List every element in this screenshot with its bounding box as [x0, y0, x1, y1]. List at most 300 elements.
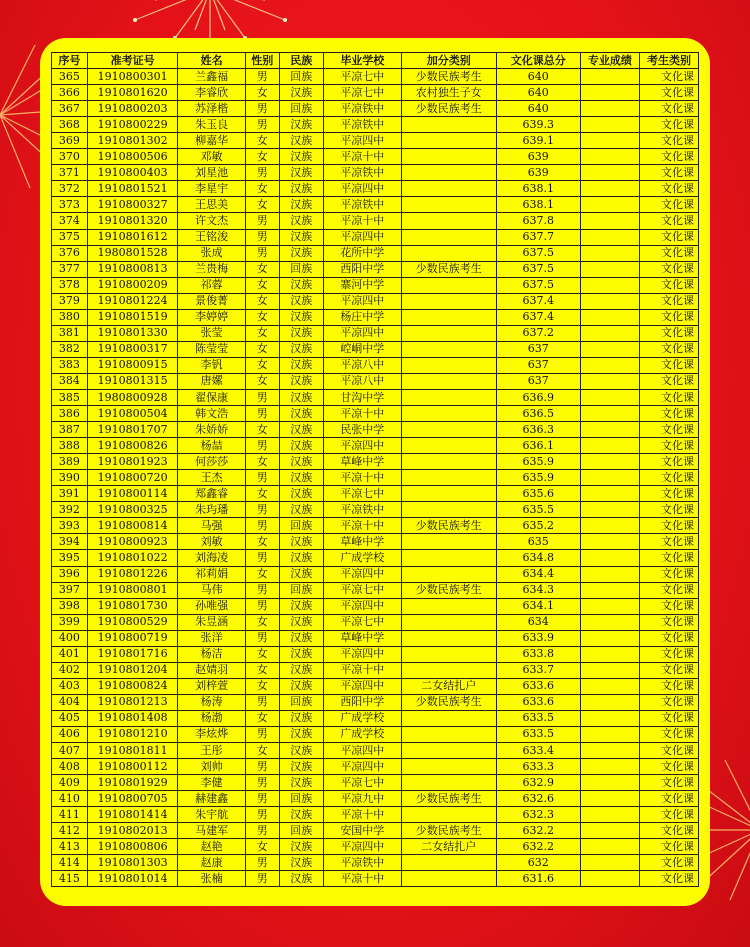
cell-ethnicity: 回族 [279, 582, 323, 598]
cell-school: 平凉四中 [323, 133, 401, 149]
cell-index: 378 [52, 277, 88, 293]
cell-index: 373 [52, 197, 88, 213]
cell-name: 孙唯强 [178, 598, 245, 614]
cell-culture-score: 637 [496, 373, 580, 389]
table-row [52, 839, 699, 855]
cell-candidate-type: 文化课 [639, 855, 698, 871]
cell-ethnicity: 汉族 [279, 566, 323, 582]
cell-index: 385 [52, 389, 88, 405]
cell-school: 平凉四中 [323, 839, 401, 855]
header-culture-score: 文化课总分 [496, 53, 580, 69]
table-row [52, 357, 699, 373]
cell-candidate-type: 文化课 [639, 807, 698, 823]
cell-school: 甘沟中学 [323, 389, 401, 405]
cell-exam-number: 1910801014 [87, 871, 178, 887]
cell-index: 379 [52, 293, 88, 309]
cell-exam-number: 1910800327 [87, 197, 178, 213]
cell-candidate-type: 文化课 [639, 373, 698, 389]
cell-major-score [580, 213, 639, 229]
cell-ethnicity: 汉族 [279, 502, 323, 518]
cell-school: 平凉十中 [323, 871, 401, 887]
cell-exam-number: 1910801204 [87, 662, 178, 678]
cell-major-score [580, 566, 639, 582]
cell-bonus-category [401, 871, 496, 887]
cell-major-score [580, 69, 639, 85]
cell-culture-score: 632.2 [496, 823, 580, 839]
cell-gender: 男 [245, 582, 279, 598]
cell-school: 平凉七中 [323, 69, 401, 85]
cell-ethnicity: 汉族 [279, 229, 323, 245]
cell-exam-number: 1910801302 [87, 133, 178, 149]
table-row [52, 309, 699, 325]
cell-candidate-type: 文化课 [639, 325, 698, 341]
cell-major-score [580, 117, 639, 133]
cell-gender: 男 [245, 69, 279, 85]
cell-school: 平凉四中 [323, 678, 401, 694]
cell-bonus-category [401, 486, 496, 502]
table-row [52, 261, 699, 277]
cell-major-score [580, 743, 639, 759]
cell-culture-score: 636.5 [496, 406, 580, 422]
table-row [52, 181, 699, 197]
cell-culture-score: 633.4 [496, 743, 580, 759]
cell-gender: 女 [245, 486, 279, 502]
cell-major-score [580, 438, 639, 454]
cell-index: 403 [52, 678, 88, 694]
cell-school: 平凉十中 [323, 470, 401, 486]
cell-ethnicity: 回族 [279, 694, 323, 710]
cell-index: 366 [52, 85, 88, 101]
cell-ethnicity: 汉族 [279, 197, 323, 213]
cell-index: 393 [52, 518, 88, 534]
cell-index: 381 [52, 325, 88, 341]
cell-name: 王彤 [178, 743, 245, 759]
cell-school: 杨庄中学 [323, 309, 401, 325]
cell-bonus-category [401, 245, 496, 261]
cell-gender: 男 [245, 438, 279, 454]
table-row [52, 871, 699, 887]
table-row [52, 229, 699, 245]
cell-gender: 男 [245, 791, 279, 807]
cell-gender: 男 [245, 630, 279, 646]
cell-gender: 男 [245, 726, 279, 742]
cell-ethnicity: 汉族 [279, 181, 323, 197]
cell-major-score [580, 373, 639, 389]
cell-major-score [580, 389, 639, 405]
cell-exam-number: 1910801315 [87, 373, 178, 389]
cell-name: 赫建鑫 [178, 791, 245, 807]
cell-school: 平凉十中 [323, 518, 401, 534]
cell-major-score [580, 775, 639, 791]
cell-bonus-category [401, 438, 496, 454]
cell-exam-number: 1910801320 [87, 213, 178, 229]
cell-school: 平凉四中 [323, 646, 401, 662]
cell-bonus-category: 少数民族考生 [401, 694, 496, 710]
cell-candidate-type: 文化课 [639, 694, 698, 710]
cell-school: 平凉四中 [323, 438, 401, 454]
cell-bonus-category [401, 630, 496, 646]
cell-major-score [580, 839, 639, 855]
cell-school: 平凉四中 [323, 229, 401, 245]
table-row [52, 759, 699, 775]
cell-culture-score: 633.7 [496, 662, 580, 678]
cell-candidate-type: 文化课 [639, 181, 698, 197]
cell-name: 祁蓉 [178, 277, 245, 293]
cell-major-score [580, 871, 639, 887]
cell-bonus-category [401, 309, 496, 325]
cell-exam-number: 1910801210 [87, 726, 178, 742]
cell-exam-number: 1910800325 [87, 502, 178, 518]
cell-exam-number: 1910801022 [87, 550, 178, 566]
cell-candidate-type: 文化课 [639, 454, 698, 470]
cell-major-score [580, 277, 639, 293]
table-row [52, 406, 699, 422]
cell-bonus-category [401, 550, 496, 566]
table-row [52, 791, 699, 807]
cell-bonus-category [401, 293, 496, 309]
cell-gender: 女 [245, 309, 279, 325]
cell-major-score [580, 550, 639, 566]
cell-candidate-type: 文化课 [639, 261, 698, 277]
cell-name: 刘帅 [178, 759, 245, 775]
cell-major-score [580, 502, 639, 518]
cell-index: 392 [52, 502, 88, 518]
cell-name: 李睿欣 [178, 85, 245, 101]
cell-name: 赵婧羽 [178, 662, 245, 678]
cell-candidate-type: 文化课 [639, 710, 698, 726]
cell-index: 365 [52, 69, 88, 85]
cell-exam-number: 1910802013 [87, 823, 178, 839]
cell-name: 张成 [178, 245, 245, 261]
cell-name: 刘海凌 [178, 550, 245, 566]
cell-major-score [580, 101, 639, 117]
cell-school: 西阳中学 [323, 694, 401, 710]
cell-ethnicity: 回族 [279, 518, 323, 534]
cell-school: 平凉十中 [323, 662, 401, 678]
cell-gender: 男 [245, 470, 279, 486]
cell-ethnicity: 汉族 [279, 165, 323, 181]
cell-bonus-category: 少数民族考生 [401, 261, 496, 277]
table-row [52, 373, 699, 389]
cell-culture-score: 637.5 [496, 277, 580, 293]
cell-name: 朱玉良 [178, 117, 245, 133]
cell-candidate-type: 文化课 [639, 309, 698, 325]
cell-culture-score: 639 [496, 149, 580, 165]
cell-ethnicity: 汉族 [279, 534, 323, 550]
cell-index: 395 [52, 550, 88, 566]
cell-index: 369 [52, 133, 88, 149]
cell-name: 王杰 [178, 470, 245, 486]
header-candidate-type: 考生类别 [639, 53, 698, 69]
cell-major-score [580, 518, 639, 534]
cell-major-score [580, 165, 639, 181]
cell-school: 平凉八中 [323, 373, 401, 389]
cell-gender: 女 [245, 325, 279, 341]
cell-gender: 男 [245, 550, 279, 566]
cell-major-score [580, 807, 639, 823]
cell-major-score [580, 181, 639, 197]
cell-gender: 女 [245, 85, 279, 101]
cell-ethnicity: 汉族 [279, 245, 323, 261]
cell-culture-score: 636.3 [496, 422, 580, 438]
cell-bonus-category [401, 133, 496, 149]
cell-major-score [580, 791, 639, 807]
cell-exam-number: 1910800112 [87, 759, 178, 775]
cell-bonus-category [401, 373, 496, 389]
cell-gender: 女 [245, 662, 279, 678]
cell-exam-number: 1910800529 [87, 614, 178, 630]
cell-culture-score: 639.3 [496, 117, 580, 133]
cell-gender: 女 [245, 646, 279, 662]
cell-index: 382 [52, 341, 88, 357]
cell-culture-score: 639.1 [496, 133, 580, 149]
table-row [52, 550, 699, 566]
cell-ethnicity: 汉族 [279, 406, 323, 422]
cell-exam-number: 1910800720 [87, 470, 178, 486]
cell-candidate-type: 文化课 [639, 534, 698, 550]
cell-ethnicity: 汉族 [279, 743, 323, 759]
cell-gender: 男 [245, 213, 279, 229]
cell-exam-number: 1910801408 [87, 710, 178, 726]
cell-candidate-type: 文化课 [639, 245, 698, 261]
cell-culture-score: 637.2 [496, 325, 580, 341]
table-row [52, 743, 699, 759]
cell-major-score [580, 823, 639, 839]
cell-name: 邓敏 [178, 149, 245, 165]
cell-culture-score: 633.6 [496, 694, 580, 710]
cell-candidate-type: 文化课 [639, 101, 698, 117]
cell-school: 广成学校 [323, 710, 401, 726]
cell-bonus-category [401, 454, 496, 470]
cell-name: 朱宇航 [178, 807, 245, 823]
cell-school: 平凉铁中 [323, 101, 401, 117]
cell-ethnicity: 汉族 [279, 149, 323, 165]
cell-exam-number: 1910800114 [87, 486, 178, 502]
table-row [52, 165, 699, 181]
table-row [52, 325, 699, 341]
cell-index: 411 [52, 807, 88, 823]
cell-candidate-type: 文化课 [639, 839, 698, 855]
cell-ethnicity: 汉族 [279, 357, 323, 373]
header-school: 毕业学校 [323, 53, 401, 69]
cell-gender: 男 [245, 775, 279, 791]
cell-school: 平凉四中 [323, 325, 401, 341]
table-row [52, 213, 699, 229]
cell-index: 407 [52, 743, 88, 759]
header-bonus-category: 加分类别 [401, 53, 496, 69]
cell-gender: 女 [245, 197, 279, 213]
cell-bonus-category [401, 149, 496, 165]
cell-culture-score: 635.6 [496, 486, 580, 502]
cell-gender: 女 [245, 293, 279, 309]
cell-major-score [580, 261, 639, 277]
cell-name: 杨渤 [178, 710, 245, 726]
table-row [52, 694, 699, 710]
cell-school: 寨河中学 [323, 277, 401, 293]
table-row [52, 823, 699, 839]
cell-index: 412 [52, 823, 88, 839]
cell-exam-number: 1980800928 [87, 389, 178, 405]
cell-school: 平凉七中 [323, 775, 401, 791]
cell-major-score [580, 293, 639, 309]
cell-gender: 女 [245, 261, 279, 277]
table-row [52, 486, 699, 502]
cell-candidate-type: 文化课 [639, 213, 698, 229]
cell-candidate-type: 文化课 [639, 229, 698, 245]
cell-ethnicity: 汉族 [279, 726, 323, 742]
cell-school: 平凉铁中 [323, 197, 401, 213]
cell-index: 398 [52, 598, 88, 614]
cell-gender: 女 [245, 710, 279, 726]
cell-bonus-category [401, 406, 496, 422]
cell-culture-score: 635 [496, 534, 580, 550]
cell-ethnicity: 汉族 [279, 710, 323, 726]
table-row [52, 277, 699, 293]
cell-exam-number: 1910800915 [87, 357, 178, 373]
cell-bonus-category [401, 855, 496, 871]
cell-school: 崆峒中学 [323, 341, 401, 357]
cell-ethnicity: 回族 [279, 261, 323, 277]
cell-ethnicity: 汉族 [279, 470, 323, 486]
cell-major-score [580, 582, 639, 598]
cell-name: 韩文浩 [178, 406, 245, 422]
cell-index: 371 [52, 165, 88, 181]
cell-name: 苏泽楷 [178, 101, 245, 117]
cell-gender: 女 [245, 277, 279, 293]
cell-major-score [580, 614, 639, 630]
cell-candidate-type: 文化课 [639, 566, 698, 582]
cell-culture-score: 635.9 [496, 454, 580, 470]
cell-major-score [580, 486, 639, 502]
cell-culture-score: 640 [496, 69, 580, 85]
cell-exam-number: 1980801528 [87, 245, 178, 261]
cell-name: 杨涛 [178, 694, 245, 710]
cell-bonus-category [401, 534, 496, 550]
cell-index: 414 [52, 855, 88, 871]
cell-name: 王铭浚 [178, 229, 245, 245]
cell-school: 平凉四中 [323, 181, 401, 197]
table-row [52, 341, 699, 357]
cell-bonus-category: 农村独生子女 [401, 85, 496, 101]
cell-ethnicity: 回族 [279, 791, 323, 807]
cell-culture-score: 635.2 [496, 518, 580, 534]
cell-ethnicity: 汉族 [279, 775, 323, 791]
cell-bonus-category [401, 213, 496, 229]
table-row [52, 662, 699, 678]
cell-index: 408 [52, 759, 88, 775]
cell-school: 平凉四中 [323, 759, 401, 775]
cell-ethnicity: 汉族 [279, 759, 323, 775]
cell-candidate-type: 文化课 [639, 759, 698, 775]
table-row [52, 646, 699, 662]
score-table [51, 52, 699, 887]
cell-ethnicity: 汉族 [279, 85, 323, 101]
cell-culture-score: 637 [496, 357, 580, 373]
cell-ethnicity: 汉族 [279, 646, 323, 662]
cell-exam-number: 1910801811 [87, 743, 178, 759]
cell-name: 唐嫘 [178, 373, 245, 389]
header-index: 序号 [52, 53, 88, 69]
cell-bonus-category [401, 646, 496, 662]
cell-name: 赵艳 [178, 839, 245, 855]
cell-candidate-type: 文化课 [639, 630, 698, 646]
cell-name: 祁莉娟 [178, 566, 245, 582]
table-row [52, 293, 699, 309]
cell-name: 张楠 [178, 871, 245, 887]
cell-candidate-type: 文化课 [639, 85, 698, 101]
table-row [52, 133, 699, 149]
cell-candidate-type: 文化课 [639, 502, 698, 518]
cell-ethnicity: 汉族 [279, 277, 323, 293]
cell-culture-score: 634.4 [496, 566, 580, 582]
cell-exam-number: 1910801519 [87, 309, 178, 325]
cell-major-score [580, 422, 639, 438]
header-exam-number: 准考证号 [87, 53, 178, 69]
cell-exam-number: 1910800301 [87, 69, 178, 85]
cell-ethnicity: 汉族 [279, 325, 323, 341]
cell-name: 张洋 [178, 630, 245, 646]
cell-major-score [580, 149, 639, 165]
cell-name: 许文杰 [178, 213, 245, 229]
cell-exam-number: 1910801716 [87, 646, 178, 662]
cell-gender: 男 [245, 117, 279, 133]
cell-bonus-category: 二女结扎户 [401, 678, 496, 694]
cell-gender: 男 [245, 855, 279, 871]
cell-gender: 女 [245, 181, 279, 197]
cell-bonus-category: 少数民族考生 [401, 518, 496, 534]
cell-culture-score: 633.5 [496, 710, 580, 726]
cell-gender: 女 [245, 454, 279, 470]
cell-name: 郑鑫睿 [178, 486, 245, 502]
cell-gender: 男 [245, 101, 279, 117]
cell-school: 花所中学 [323, 245, 401, 261]
cell-index: 413 [52, 839, 88, 855]
cell-name: 李婷婷 [178, 309, 245, 325]
cell-gender: 女 [245, 133, 279, 149]
cell-bonus-category [401, 759, 496, 775]
table-header-row [52, 53, 699, 69]
cell-candidate-type: 文化课 [639, 406, 698, 422]
cell-index: 415 [52, 871, 88, 887]
cell-bonus-category [401, 775, 496, 791]
cell-culture-score: 637.8 [496, 213, 580, 229]
cell-bonus-category: 少数民族考生 [401, 823, 496, 839]
table-row [52, 598, 699, 614]
cell-bonus-category [401, 197, 496, 213]
cell-gender: 男 [245, 759, 279, 775]
cell-culture-score: 637.4 [496, 293, 580, 309]
cell-gender: 男 [245, 229, 279, 245]
cell-major-score [580, 341, 639, 357]
cell-ethnicity: 汉族 [279, 341, 323, 357]
cell-index: 367 [52, 101, 88, 117]
table-row [52, 470, 699, 486]
cell-ethnicity: 汉族 [279, 438, 323, 454]
cell-gender: 男 [245, 823, 279, 839]
table-row [52, 775, 699, 791]
cell-index: 390 [52, 470, 88, 486]
cell-ethnicity: 汉族 [279, 550, 323, 566]
cell-school: 西阳中学 [323, 261, 401, 277]
cell-major-score [580, 133, 639, 149]
cell-major-score [580, 726, 639, 742]
cell-school: 平凉四中 [323, 566, 401, 582]
cell-index: 396 [52, 566, 88, 582]
cell-school: 平凉四中 [323, 598, 401, 614]
cell-school: 平凉铁中 [323, 117, 401, 133]
cell-exam-number: 1910800923 [87, 534, 178, 550]
cell-school: 平凉七中 [323, 582, 401, 598]
